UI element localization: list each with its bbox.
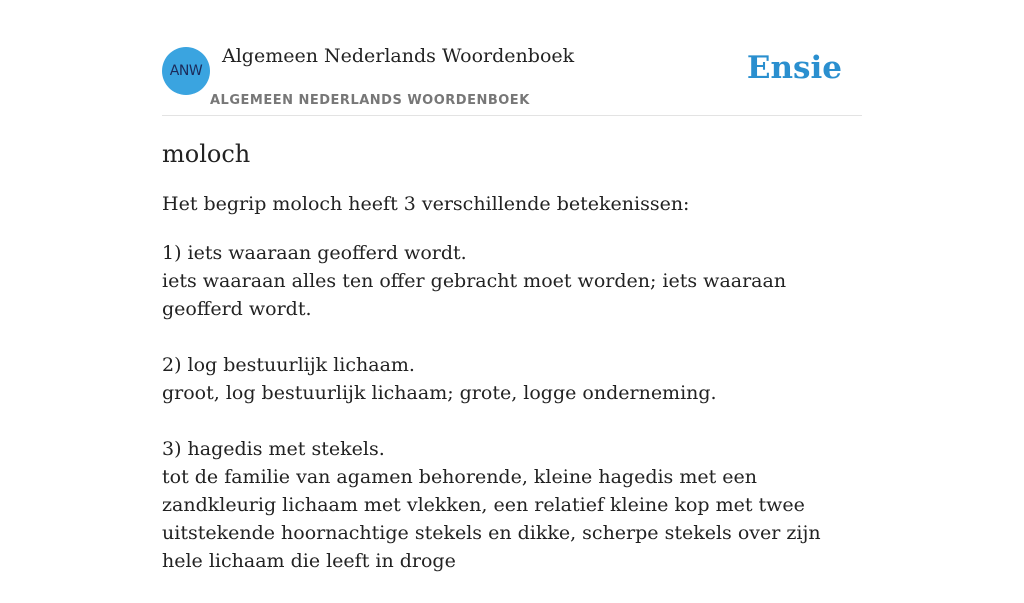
- source-title[interactable]: Algemeen Nederlands Woordenboek: [222, 45, 575, 67]
- definition-text: tot de familie van agamen behorende, kleine hagedis met een zandkleurig lichaam met vlekken, een relatief kleine kop met twee uitstekende hoornachtige stekels en dikke, scherpe stekels over zijn hele lichaam die leeft in droge: [162, 466, 821, 572]
- entry-card: [162, 0, 862, 572]
- definition-text: groot, log bestuurlijk lichaam; grote, logge onderneming.: [162, 382, 717, 404]
- entry-word: moloch: [162, 140, 251, 168]
- definition-title: 3) hagedis met stekels.: [162, 438, 385, 460]
- entry-header: [162, 0, 862, 116]
- source-avatar[interactable]: ANW: [162, 47, 210, 95]
- entry-intro: Het begrip moloch heeft 3 verschillende betekenissen:: [162, 193, 690, 215]
- definition-list: [162, 239, 862, 603]
- definition-text: iets waaraan alles ten offer gebracht moet worden; iets waaraan geofferd wordt.: [162, 270, 787, 320]
- definition-title: 2) log bestuurlijk lichaam.: [162, 354, 415, 376]
- definition-item: [162, 351, 862, 407]
- brand-logo[interactable]: Ensie: [746, 50, 842, 86]
- definition-title: 1) iets waaraan geofferd wordt.: [162, 242, 467, 264]
- definition-item: [162, 435, 862, 575]
- definition-item: [162, 239, 862, 323]
- source-subtitle: ALGEMEEN NEDERLANDS WOORDENBOEK: [210, 93, 530, 108]
